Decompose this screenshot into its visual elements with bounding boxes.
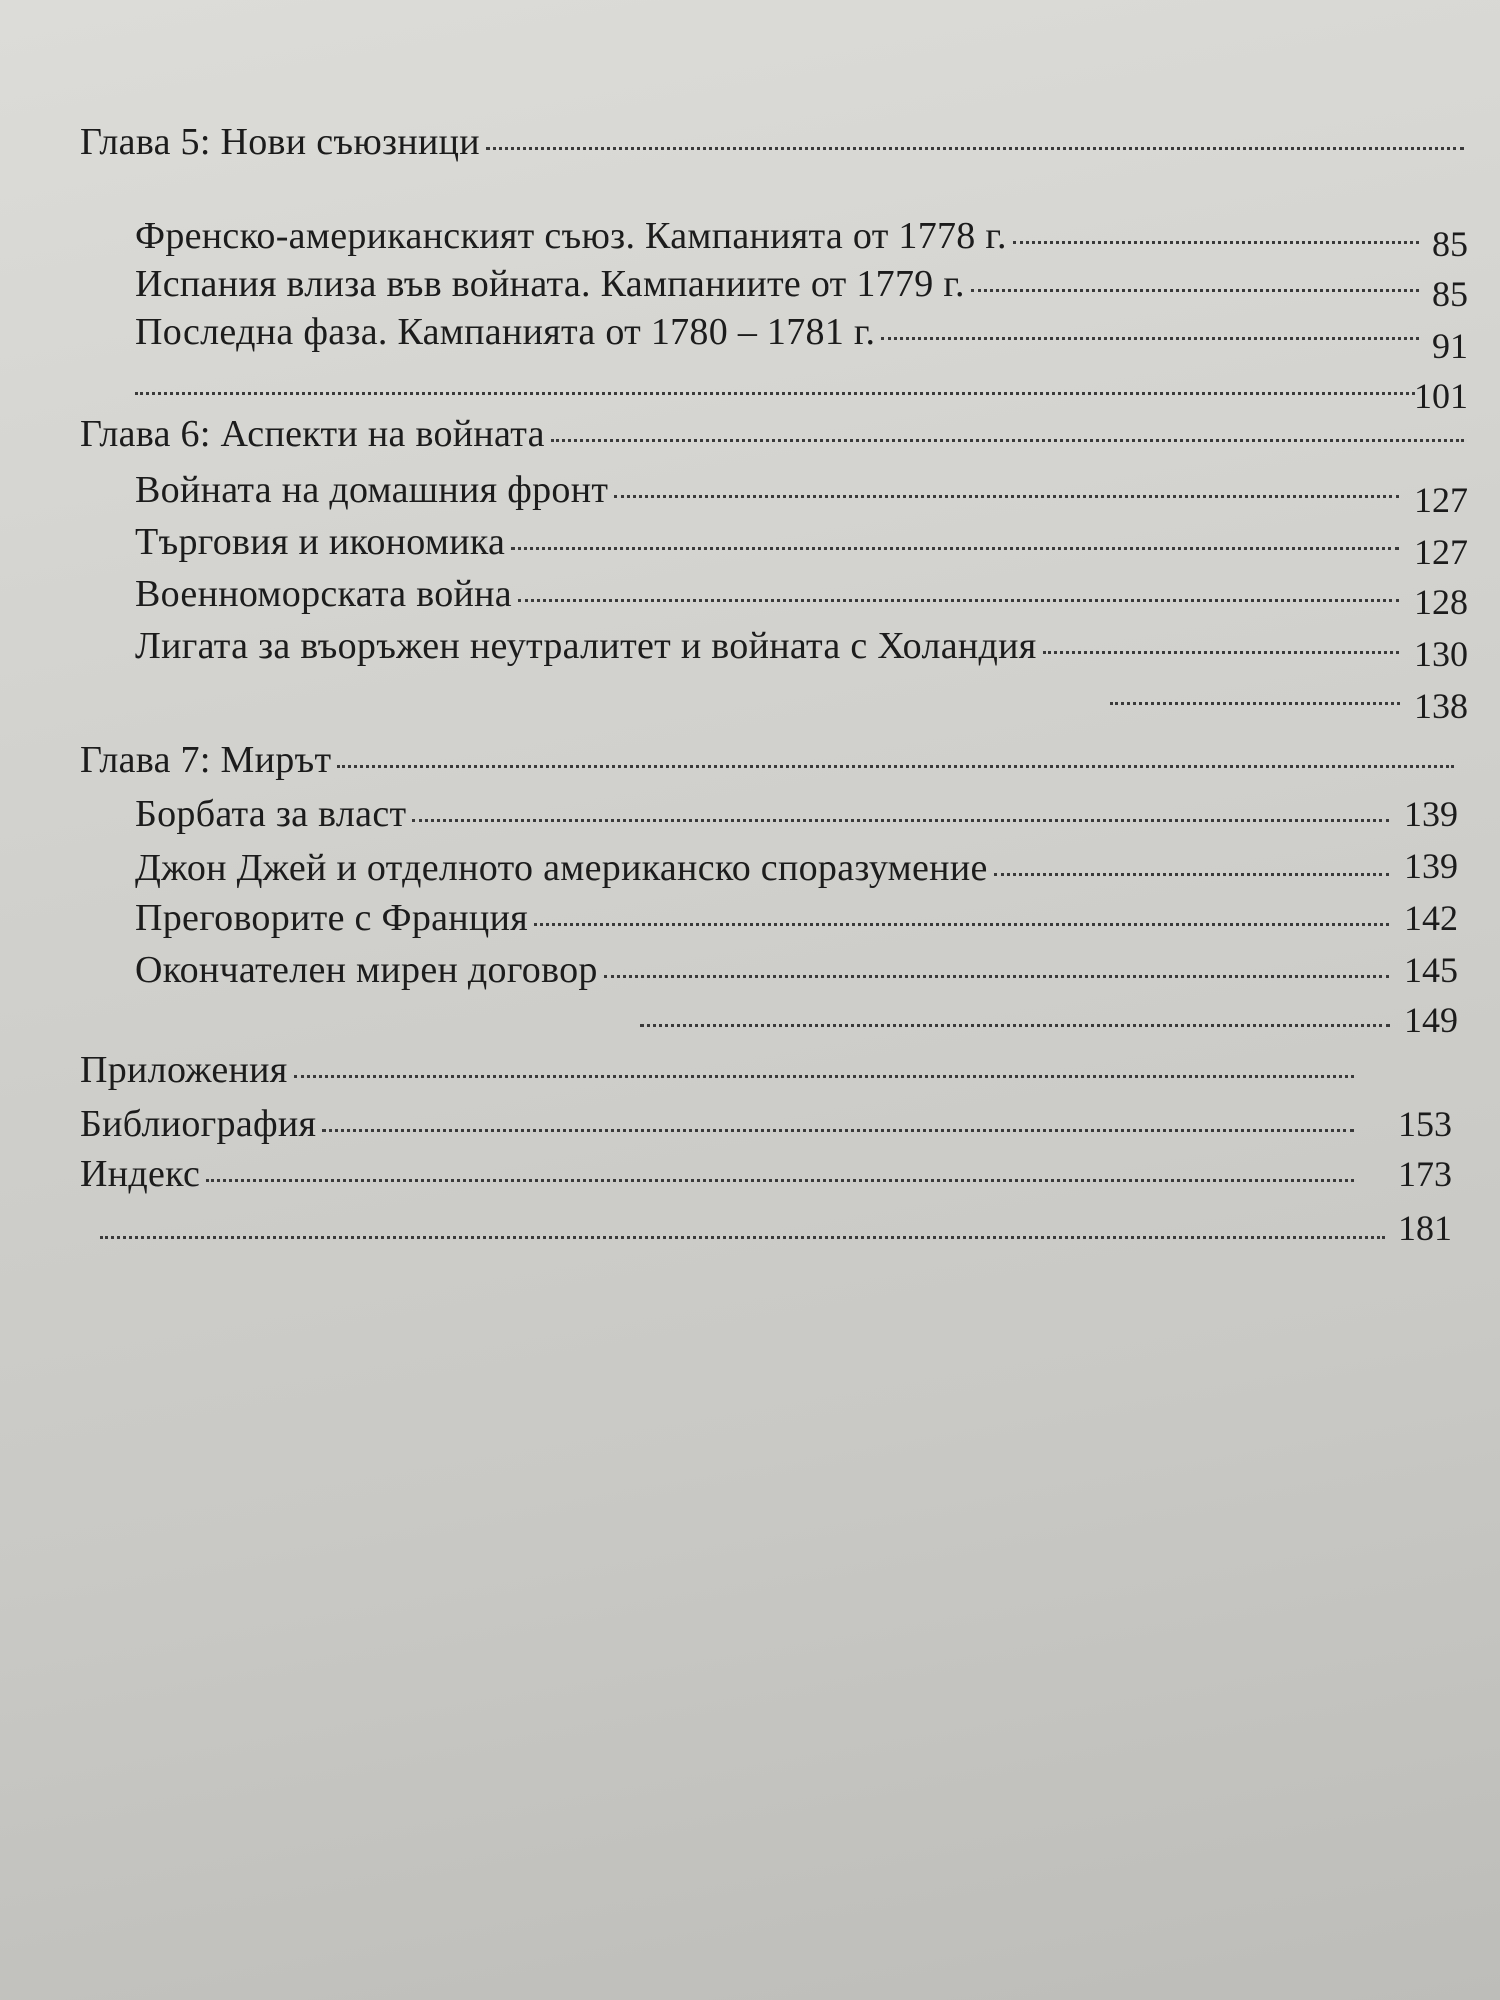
page-number: 142 (1404, 898, 1458, 938)
page-number: 181 (1398, 1208, 1452, 1248)
dot-leader (614, 495, 1399, 498)
page-number: 127 (1414, 532, 1468, 572)
toc-entry (135, 622, 1405, 670)
dot-leader (486, 147, 1464, 150)
chapter-title: Глава 7: Мирът (80, 739, 332, 781)
dot-leader (511, 547, 1399, 550)
dot-leader (994, 873, 1389, 876)
entry-title: Джон Джей и отделното американско споразумение (135, 847, 988, 889)
chapter-title: Глава 6: Аспекти на войната (80, 413, 545, 455)
page-number: 127 (1414, 480, 1468, 520)
dot-leader (881, 337, 1419, 340)
chapter-heading (80, 736, 1460, 784)
page-number: 128 (1414, 582, 1468, 622)
dot-leader (322, 1129, 1354, 1132)
entry-title: Библиография (80, 1103, 317, 1145)
page-number: 138 (1414, 686, 1468, 726)
page-number: 149 (1404, 1000, 1458, 1040)
entry-title: Военноморската война (135, 573, 512, 615)
page-number: 91 (1432, 326, 1468, 366)
entry-title: Испания влиза във войната. Кампаниите от 1779 г. (135, 263, 965, 305)
toc-entry (135, 466, 1405, 514)
chapter-title: Глава 5: Нови съюзници (80, 121, 480, 163)
page-number: 145 (1404, 950, 1458, 990)
toc-entry (80, 1100, 1360, 1148)
dot-leader (640, 1024, 1390, 1027)
page-number: 173 (1398, 1154, 1452, 1194)
toc-entry (135, 844, 1395, 892)
chapter-heading (80, 118, 1470, 166)
dot-leader (337, 765, 1454, 768)
toc-entry (135, 946, 1395, 994)
entry-title: Преговорите с Франция (135, 897, 528, 939)
entry-title: Френско-американският съюз. Кампанията от 1778 г. (135, 215, 1007, 257)
page-number: 85 (1432, 274, 1468, 314)
toc-entry (135, 790, 1395, 838)
entry-title: Индекс (80, 1153, 201, 1195)
page-number: 139 (1404, 794, 1458, 834)
dot-leader (294, 1075, 1354, 1078)
dot-leader (1013, 241, 1419, 244)
page-number: 130 (1414, 634, 1468, 674)
toc-entry (135, 212, 1425, 260)
dot-leader (604, 975, 1389, 978)
dot-leader (206, 1179, 1354, 1182)
dot-leader (518, 599, 1399, 602)
toc-entry (135, 894, 1395, 942)
dot-leader (135, 392, 1415, 395)
entry-title: Последна фаза. Кампанията от 1780 – 1781 г. (135, 311, 876, 353)
entry-title: Търговия и икономика (135, 521, 506, 563)
dot-leader (100, 1236, 1385, 1239)
dot-leader (534, 923, 1389, 926)
entry-title: Войната на домашния фронт (135, 469, 609, 511)
toc-entry (135, 260, 1425, 308)
toc-entry (135, 518, 1405, 566)
page-number: 139 (1404, 846, 1458, 886)
toc-entry (135, 308, 1425, 356)
dot-leader (971, 289, 1419, 292)
entry-title: Лигата за въоръжен неутралитет и войната с Холандия (135, 625, 1037, 667)
toc-entry (135, 570, 1405, 618)
chapter-heading (80, 410, 1470, 458)
entry-title: Окончателен мирен договор (135, 949, 598, 991)
entry-title: Борбата за власт (135, 793, 407, 835)
dot-leader (412, 819, 1389, 822)
page-number: 153 (1398, 1104, 1452, 1144)
dot-leader (1110, 702, 1400, 705)
page-number: 101 (1414, 376, 1468, 416)
toc-entry (80, 1150, 1360, 1198)
page-number: 85 (1432, 224, 1468, 264)
toc-entry (80, 1046, 1360, 1094)
entry-title: Приложения (80, 1049, 288, 1091)
dot-leader (551, 439, 1464, 442)
dot-leader (1043, 651, 1399, 654)
